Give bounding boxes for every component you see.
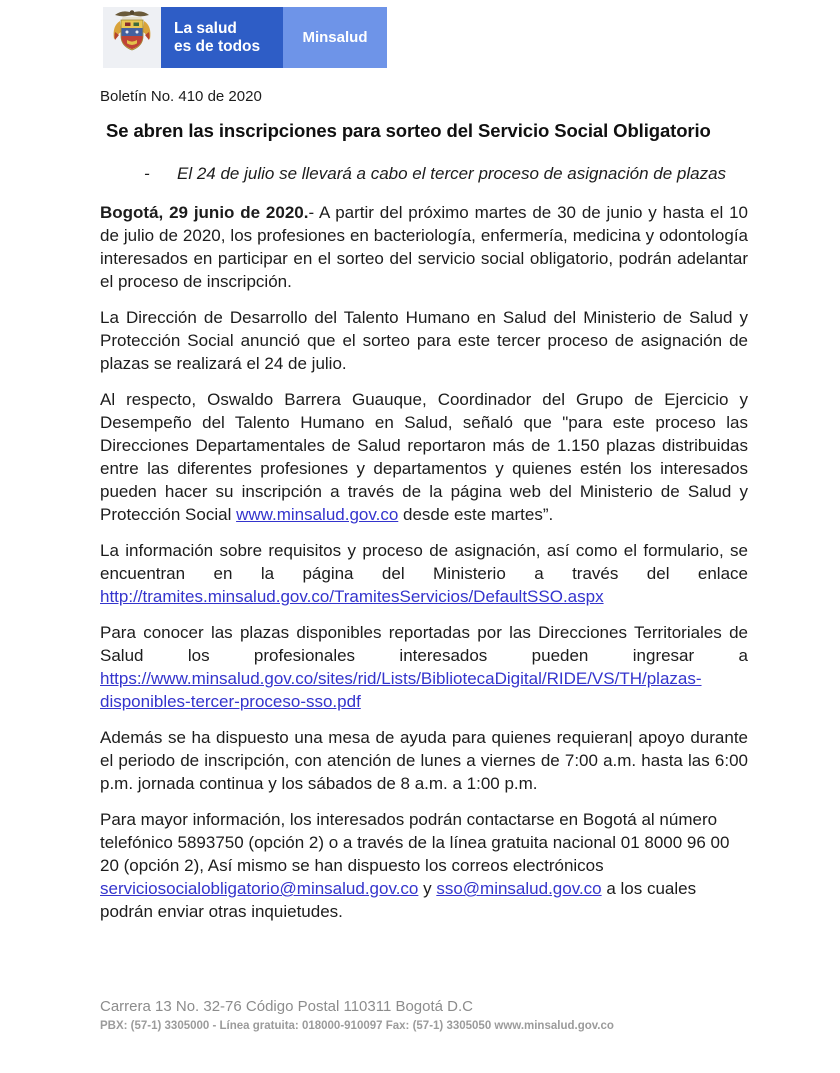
- bulletin-number: Boletín No. 410 de 2020: [100, 88, 262, 105]
- paragraph-text: Para conocer las plazas disponibles reportadas por las Direcciones Territoriales de Salud los profesionales interesados pueden ingresar a: [100, 623, 748, 665]
- paragraph-text: a los cuales podrán enviar otras inquietudes.: [100, 879, 697, 921]
- colombia-coat-of-arms-icon: [110, 8, 154, 67]
- paragraph-mesa-ayuda: Además se ha dispuesto una mesa de ayuda para quienes requieran| apoyo durante el periodo de inscripción, con atención de lunes a viernes de 7:00 a.m. hasta las 6:00 p.m. jornada continua y los sábados de 8 a.m. a 1:00 p.m.: [100, 728, 748, 793]
- footer-address: Carrera 13 No. 32-76 Código Postal 110311 Bogotá D.C: [100, 998, 474, 1015]
- paragraph-direccion: La Dirección de Desarrollo del Talento Humano en Salud del Ministerio de Salud y Protección Social anunció que el sorteo para este tercer proceso de asignación de plazas se realizará el 24 de julio.: [100, 308, 748, 373]
- logo-brand: Minsalud: [283, 7, 387, 68]
- minsalud-website-link[interactable]: www.minsalud.gov.co: [236, 505, 399, 524]
- article-title: Se abren las inscripciones para sorteo del Servicio Social Obligatorio: [106, 120, 711, 141]
- crest-box: [103, 7, 161, 68]
- tramites-sso-link[interactable]: http://tramites.minsalud.gov.co/TramitesServicios/DefaultSSO.aspx: [100, 587, 604, 606]
- subtitle-dash: -: [144, 164, 150, 183]
- paragraph-text: Para mayor información, los interesados podrán contactarse en Bogotá al número telefónico 5893750 (opción 2) o a través de la línea gratuita nacional 01 8000 96 00 20 (opción 2), Así mismo se han dispuesto los correos electrónicos: [100, 810, 730, 875]
- paragraph-text: desde este martes”.: [398, 505, 554, 524]
- paragraph-coordinador: [100, 388, 748, 526]
- plazas-pdf-link[interactable]: https://www.minsalud.gov.co/sites/rid/Lists/BibliotecaDigital/RIDE/VS/TH/plazas-disponibles-tercer-proceso-sso.pdf: [100, 669, 702, 711]
- logo-tagline-line1: La salud: [174, 19, 237, 37]
- paragraph-text: - A partir del próximo martes de 30 de junio y hasta el 10 de julio de 2020, los profesiones en bacteriología, enfermería, medicina y odontología interesados en participar en el sorteo del servicio social obligatorio, podrán adelantar el proceso de inscripción.: [100, 203, 748, 291]
- dateline-bold: Bogotá, 29 junio de 2020.: [100, 203, 309, 222]
- logo-tagline: [161, 7, 283, 68]
- footer-contacts: PBX: (57-1) 3305000 - Línea gratuita: 018000-910097 Fax: (57-1) 3305050 www.minsalud.gov.co: [100, 1020, 614, 1032]
- minsalud-logo: [103, 7, 387, 68]
- paragraph-text: Al respecto, Oswaldo Barrera Guauque, Coordinador del Grupo de Ejercicio y Desempeño del Talento Humano en Salud, señaló que "para este proceso las Direcciones Departamentales de Salud reportaron más de 1.150 plazas distribuidas entre las diferentes profesiones y departamentos y quienes estén los interesados pueden hacer su inscripción a través de la página web del Ministerio de Salud y Protección Social: [100, 390, 748, 524]
- paragraph-plazas: [100, 621, 748, 713]
- sso-email-link-primary[interactable]: serviciosocialobligatorio@minsalud.gov.co: [100, 879, 419, 898]
- page-footer: [100, 998, 614, 1032]
- article-body: [100, 120, 748, 923]
- paragraph-dateline: [100, 201, 748, 293]
- subtitle-text: El 24 de julio se llevará a cabo el tercer proceso de asignación de plazas: [177, 164, 727, 183]
- paragraph-text: La información sobre requisitos y proceso de asignación, así como el formulario, se encuentran en la página del Ministerio a través del enlace: [100, 541, 748, 583]
- paragraph-text: y: [418, 879, 437, 898]
- sso-email-link-secondary[interactable]: sso@minsalud.gov.co: [436, 879, 602, 898]
- paragraph-contacto: [100, 808, 748, 923]
- article-subtitle: [144, 162, 748, 185]
- paragraph-requisitos: [100, 539, 748, 608]
- logo-tagline-line2: es de todos: [174, 37, 261, 55]
